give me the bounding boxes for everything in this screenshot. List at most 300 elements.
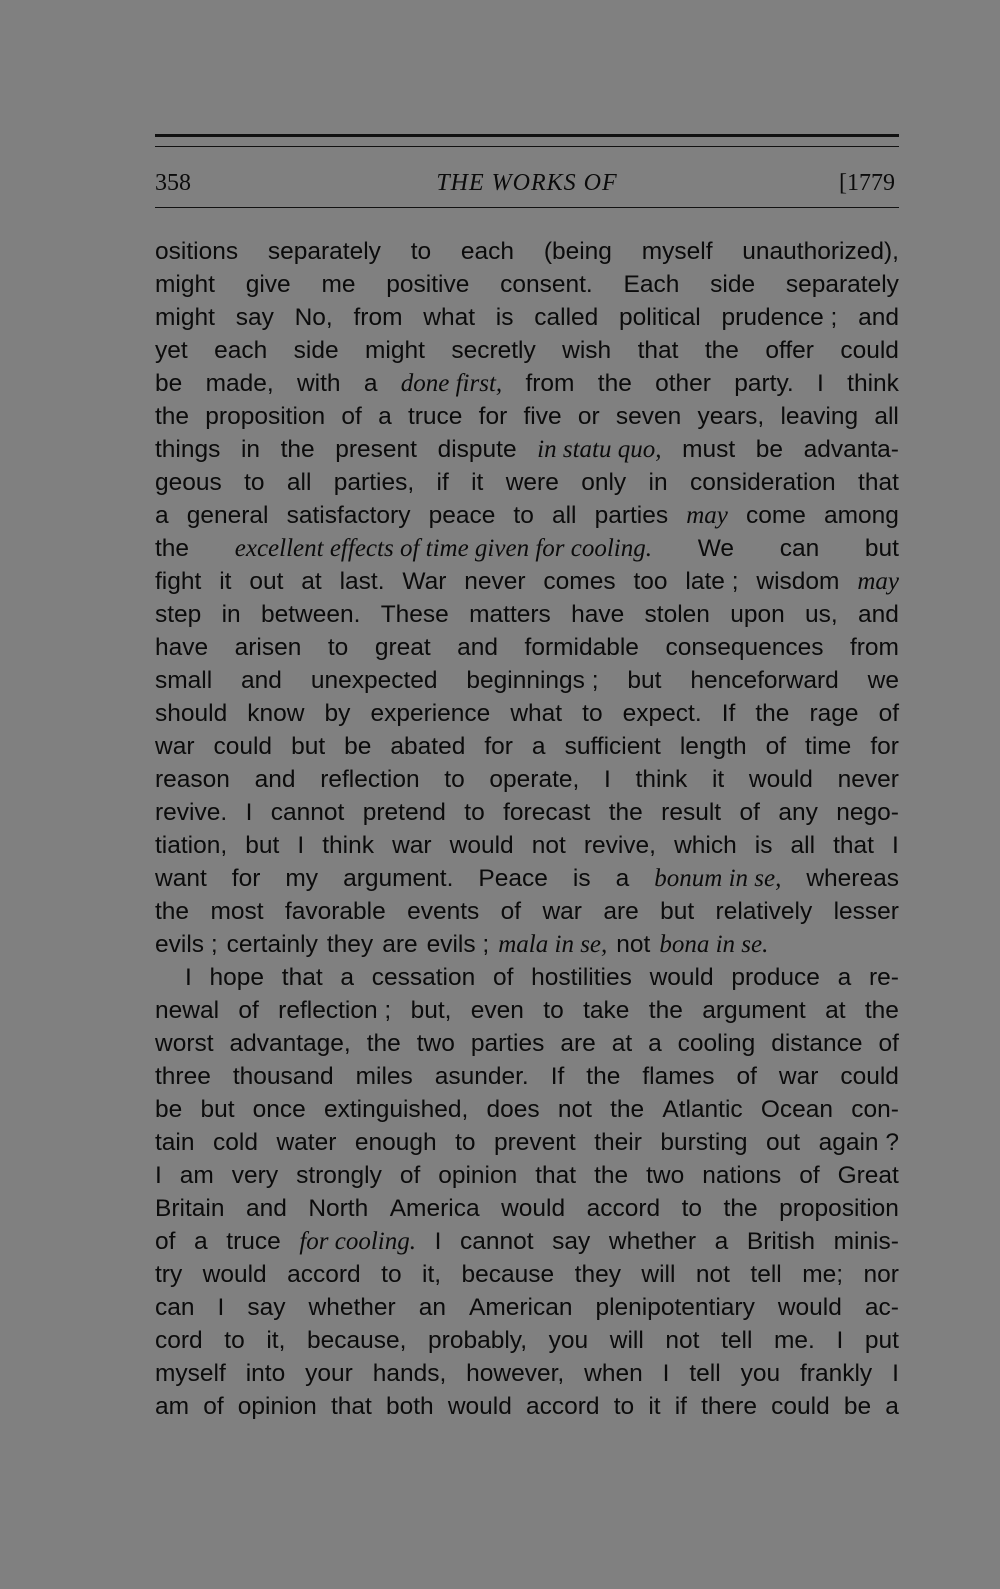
word: re- xyxy=(868,964,899,991)
word: advantage, xyxy=(229,1030,351,1057)
word: rage xyxy=(809,700,859,727)
italic-phrase: done first, xyxy=(400,370,503,397)
word: might xyxy=(155,271,215,298)
word: certainly xyxy=(226,931,318,958)
word: two xyxy=(646,1162,685,1189)
word: con- xyxy=(851,1096,899,1123)
word: worst xyxy=(155,1030,214,1057)
word: in xyxy=(221,601,241,628)
word: present xyxy=(335,436,417,463)
word: to xyxy=(681,1195,703,1222)
word: what xyxy=(510,700,563,727)
word: should xyxy=(155,700,228,727)
word: among xyxy=(823,502,899,529)
word: they xyxy=(326,931,374,958)
word: am xyxy=(179,1162,214,1189)
word: tell xyxy=(689,1360,721,1387)
word: war xyxy=(778,1063,819,1090)
word: with xyxy=(296,370,341,397)
word: American xyxy=(468,1294,573,1321)
word: out xyxy=(249,568,284,595)
word: I xyxy=(817,370,824,397)
word: war xyxy=(542,898,582,925)
word: Peace xyxy=(478,865,548,892)
word: produce xyxy=(731,964,820,991)
word: for xyxy=(484,733,513,760)
word: would xyxy=(447,1393,512,1420)
word: minis- xyxy=(833,1228,899,1255)
word: each xyxy=(460,238,515,265)
word: at xyxy=(825,997,846,1024)
word: parties, xyxy=(333,469,415,496)
word: say xyxy=(247,1294,286,1321)
word: general xyxy=(186,502,269,529)
text-line xyxy=(155,433,899,466)
word: miles xyxy=(355,1063,413,1090)
word: could xyxy=(213,733,273,760)
word: and xyxy=(457,634,499,661)
word: strongly xyxy=(296,1162,382,1189)
word: however, xyxy=(466,1360,565,1387)
word: called xyxy=(534,304,599,331)
word: the xyxy=(704,337,739,364)
word: nations xyxy=(702,1162,782,1189)
word: there xyxy=(701,1393,757,1420)
word: never xyxy=(837,766,899,793)
word: cooling xyxy=(677,1030,756,1057)
word: forecast xyxy=(503,799,591,826)
word: that xyxy=(535,1162,577,1189)
text-line xyxy=(155,1357,899,1390)
word: argument. xyxy=(343,865,454,892)
text-line xyxy=(155,1291,899,1324)
header-rule xyxy=(155,207,899,208)
word: nor xyxy=(863,1261,899,1288)
word: a xyxy=(714,1228,729,1255)
word: will xyxy=(609,1327,644,1354)
word: other xyxy=(655,370,711,397)
italic-phrase: bona in se. xyxy=(659,931,769,958)
word: thousand xyxy=(232,1063,334,1090)
word: but xyxy=(291,733,326,760)
word: opinion xyxy=(438,1162,518,1189)
word: separately xyxy=(267,238,381,265)
word: parties xyxy=(470,1030,545,1057)
word: probably, xyxy=(428,1327,528,1354)
word: made, xyxy=(205,370,274,397)
word: Each xyxy=(623,271,680,298)
word: upon xyxy=(730,601,785,628)
word: the xyxy=(155,898,190,925)
word: is xyxy=(495,304,514,331)
word: give xyxy=(245,271,291,298)
word: I xyxy=(836,1327,844,1354)
word: revive. xyxy=(155,799,228,826)
word: that xyxy=(281,964,323,991)
word: be xyxy=(155,1096,183,1123)
word: to xyxy=(410,238,432,265)
word: geous xyxy=(155,469,222,496)
word: again ? xyxy=(818,1129,899,1156)
word: of xyxy=(238,997,259,1024)
word: ac- xyxy=(864,1294,899,1321)
word: from xyxy=(525,370,575,397)
word: be xyxy=(755,436,783,463)
word: take xyxy=(583,997,630,1024)
text-line xyxy=(155,763,899,796)
text-line xyxy=(155,499,899,532)
word: me. xyxy=(774,1327,815,1354)
text-line xyxy=(155,565,899,598)
word: I xyxy=(297,832,305,859)
word: in xyxy=(648,469,668,496)
word: the xyxy=(610,1096,645,1123)
word: to xyxy=(543,997,564,1024)
word: is xyxy=(572,865,591,892)
word: you xyxy=(548,1327,589,1354)
word: each xyxy=(214,337,268,364)
word: or xyxy=(577,403,600,430)
text-line xyxy=(155,400,899,433)
word: come xyxy=(745,502,806,529)
word: out xyxy=(766,1129,801,1156)
word: if xyxy=(674,1393,687,1420)
word: asunder. xyxy=(434,1063,529,1090)
word: events xyxy=(407,898,480,925)
word: small xyxy=(155,667,213,694)
word: it xyxy=(648,1393,661,1420)
word: because, xyxy=(307,1327,407,1354)
word: distance xyxy=(771,1030,863,1057)
word: of xyxy=(500,898,522,925)
word: bursting xyxy=(660,1129,748,1156)
italic-phrase: in statu quo, xyxy=(537,436,662,463)
word: extinguished, xyxy=(323,1096,469,1123)
italic-phrase: mala in se, xyxy=(498,931,608,958)
word: satisfactory xyxy=(286,502,411,529)
text-line xyxy=(155,1159,899,1192)
text-line xyxy=(155,829,899,862)
word: party. xyxy=(734,370,794,397)
word: once xyxy=(252,1096,306,1123)
word: henceforward xyxy=(690,667,839,694)
word: are xyxy=(382,931,418,958)
word: between. xyxy=(260,601,361,628)
text-line xyxy=(155,1324,899,1357)
word: all xyxy=(874,403,899,430)
word: consent. xyxy=(500,271,593,298)
word: but xyxy=(245,832,280,859)
word: time xyxy=(805,733,852,760)
word: to xyxy=(464,799,485,826)
word: the xyxy=(586,1063,621,1090)
word: stolen xyxy=(644,601,710,628)
word: they xyxy=(574,1261,621,1288)
word: and xyxy=(254,766,296,793)
word: would xyxy=(449,832,514,859)
word: not xyxy=(665,1327,700,1354)
text-line xyxy=(155,1192,899,1225)
text-line xyxy=(155,631,899,664)
word: separately xyxy=(785,271,899,298)
word: think xyxy=(635,766,688,793)
word: put xyxy=(864,1327,899,1354)
word: of xyxy=(203,1393,224,1420)
word: in xyxy=(240,436,261,463)
word: No, xyxy=(294,304,333,331)
word: prevent xyxy=(494,1129,576,1156)
word: but xyxy=(864,535,899,562)
word: tell xyxy=(750,1261,782,1288)
word: am xyxy=(155,1393,190,1420)
word: me xyxy=(321,271,356,298)
word: reason xyxy=(155,766,230,793)
word: the xyxy=(597,370,632,397)
word: to xyxy=(582,700,603,727)
word: very xyxy=(231,1162,279,1189)
word: and xyxy=(858,304,899,331)
text-line xyxy=(155,268,899,301)
word: a xyxy=(837,964,852,991)
word: ositions xyxy=(155,238,239,265)
word: tell xyxy=(721,1327,753,1354)
word: Britain xyxy=(155,1195,225,1222)
text-line xyxy=(155,301,899,334)
word: late ; xyxy=(685,568,739,595)
word: the xyxy=(608,799,643,826)
word: America xyxy=(389,1195,480,1222)
word: seven xyxy=(615,403,682,430)
word: I xyxy=(892,832,899,859)
text-line xyxy=(155,235,899,268)
word: not xyxy=(531,832,566,859)
text-line xyxy=(155,862,899,895)
word: of xyxy=(155,1228,176,1255)
word: the xyxy=(155,403,190,430)
word: be xyxy=(344,733,372,760)
word: I xyxy=(892,1360,899,1387)
word: not xyxy=(616,931,651,958)
word: and xyxy=(245,1195,287,1222)
word: Great xyxy=(837,1162,899,1189)
word: war xyxy=(392,832,432,859)
word: beginnings ; xyxy=(466,667,599,694)
word: that xyxy=(833,832,874,859)
text-line xyxy=(155,697,899,730)
word: matters xyxy=(469,601,551,628)
word: that xyxy=(330,1393,372,1420)
text-line xyxy=(155,1390,899,1423)
word: proposition xyxy=(779,1195,899,1222)
word: the xyxy=(280,436,315,463)
word: myself xyxy=(155,1360,226,1387)
text-line xyxy=(155,466,899,499)
word: three xyxy=(155,1063,211,1090)
word: length xyxy=(679,733,747,760)
word: favorable xyxy=(284,898,386,925)
word: opinion xyxy=(237,1393,317,1420)
word: all xyxy=(551,502,577,529)
word: can xyxy=(155,1294,195,1321)
word: by xyxy=(324,700,351,727)
word: unexpected xyxy=(310,667,438,694)
word: it, xyxy=(422,1261,442,1288)
word: parties xyxy=(594,502,669,529)
word: my xyxy=(285,865,319,892)
word: to xyxy=(444,766,465,793)
word: most xyxy=(210,898,264,925)
word: to xyxy=(327,634,349,661)
word: a xyxy=(378,403,392,430)
word: I xyxy=(217,1294,225,1321)
word: we xyxy=(867,667,899,694)
word: not xyxy=(695,1261,730,1288)
text-line xyxy=(155,367,899,400)
word: offer xyxy=(765,337,814,364)
word: advanta- xyxy=(803,436,899,463)
word: would xyxy=(748,766,813,793)
word: might xyxy=(155,304,215,331)
word: it, xyxy=(266,1327,286,1354)
word: of xyxy=(739,799,760,826)
word: things xyxy=(155,436,221,463)
word: from xyxy=(353,304,403,331)
word: lesser xyxy=(833,898,899,925)
running-title: THE WORKS OF xyxy=(436,170,618,196)
word: I xyxy=(434,1228,442,1255)
word: fight xyxy=(155,568,202,595)
word: even xyxy=(470,997,524,1024)
word: it xyxy=(711,766,725,793)
word: of xyxy=(765,733,787,760)
word: is xyxy=(754,832,773,859)
text-line xyxy=(155,1258,899,1291)
text-line xyxy=(155,730,899,763)
word: truce xyxy=(226,1228,281,1255)
word: wisdom xyxy=(756,568,840,595)
word: to xyxy=(381,1261,402,1288)
word: their xyxy=(594,1129,642,1156)
top-rule-thick xyxy=(155,134,899,137)
word: Ocean xyxy=(760,1096,834,1123)
word: but xyxy=(660,898,695,925)
word: arisen xyxy=(234,634,302,661)
word: if xyxy=(436,469,449,496)
word: it xyxy=(219,568,232,595)
word: are xyxy=(560,1030,596,1057)
word: of xyxy=(492,964,514,991)
word: whether xyxy=(308,1294,396,1321)
word: accord xyxy=(586,1195,661,1222)
word: your xyxy=(305,1360,353,1387)
word: tain xyxy=(155,1129,195,1156)
word: secretly xyxy=(451,337,536,364)
text-line xyxy=(155,994,899,1027)
word: a xyxy=(340,964,354,991)
word: of xyxy=(341,403,362,430)
word: the xyxy=(648,997,683,1024)
running-head xyxy=(155,147,899,207)
word: step xyxy=(155,601,202,628)
word: whereas xyxy=(806,865,899,892)
word: be xyxy=(155,370,183,397)
word: it xyxy=(471,469,484,496)
word: an xyxy=(418,1294,446,1321)
word: not xyxy=(557,1096,592,1123)
word: never xyxy=(464,568,526,595)
word: These xyxy=(380,601,449,628)
word: hostilities xyxy=(531,964,632,991)
text-line xyxy=(155,664,899,697)
word: British xyxy=(746,1228,815,1255)
book-page xyxy=(155,134,899,1423)
word: and xyxy=(858,601,899,628)
text-line xyxy=(155,1093,899,1126)
text-line xyxy=(155,334,899,367)
word: a xyxy=(155,502,169,529)
word: argument xyxy=(702,997,806,1024)
word: would xyxy=(777,1294,842,1321)
word: the xyxy=(155,535,190,562)
word: great xyxy=(374,634,431,661)
word: political xyxy=(619,304,701,331)
word: would xyxy=(501,1195,566,1222)
word: but xyxy=(200,1096,235,1123)
word: two xyxy=(416,1030,455,1057)
word: say xyxy=(552,1228,591,1255)
word: us, xyxy=(805,601,838,628)
word: that xyxy=(858,469,899,496)
text-line xyxy=(155,1060,899,1093)
word: a xyxy=(194,1228,208,1255)
word: to xyxy=(613,1393,635,1420)
word: leaving xyxy=(780,403,859,430)
word: peace xyxy=(428,502,496,529)
word: will xyxy=(641,1261,676,1288)
word: have xyxy=(571,601,625,628)
word: whether xyxy=(608,1228,697,1255)
text-line xyxy=(155,961,899,994)
word: side xyxy=(710,271,756,298)
word: result xyxy=(661,799,722,826)
word: say xyxy=(235,304,274,331)
word: plenipotentiary xyxy=(595,1294,755,1321)
text-line xyxy=(155,598,899,631)
word: into xyxy=(245,1360,286,1387)
text-line xyxy=(155,1126,899,1159)
word: at xyxy=(301,568,322,595)
word: proposition xyxy=(205,403,326,430)
text-line xyxy=(155,532,899,565)
word: cannot xyxy=(460,1228,534,1255)
word: of xyxy=(799,1162,820,1189)
word: too xyxy=(633,568,668,595)
word: relatively xyxy=(715,898,813,925)
word: think xyxy=(322,832,375,859)
word: consideration xyxy=(689,469,836,496)
word: five xyxy=(523,403,562,430)
word: I xyxy=(245,799,253,826)
word: consequences xyxy=(665,634,824,661)
word: but, xyxy=(410,997,452,1024)
word: myself xyxy=(641,238,713,265)
word: of xyxy=(878,1030,899,1057)
word: War xyxy=(402,568,447,595)
word: all xyxy=(790,832,816,859)
word: frankly xyxy=(800,1360,873,1387)
word: newal xyxy=(155,997,220,1024)
word: a xyxy=(648,1030,662,1057)
